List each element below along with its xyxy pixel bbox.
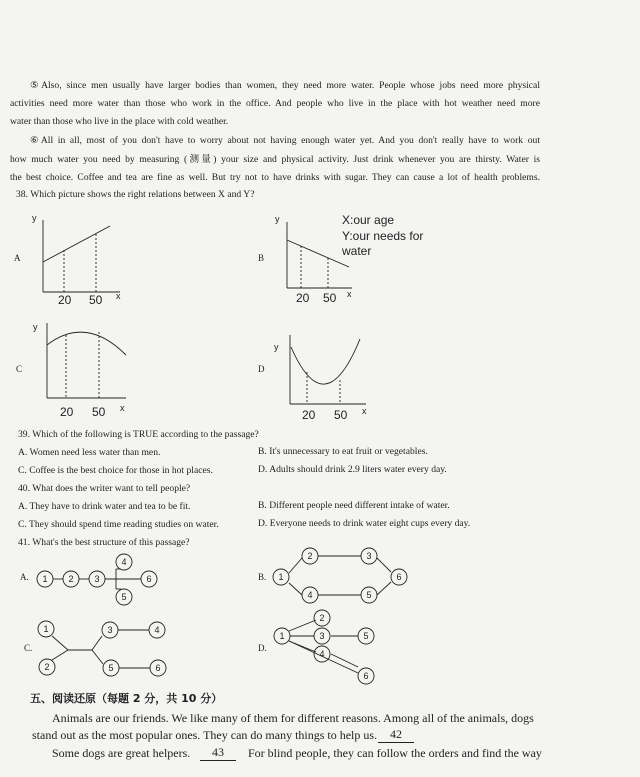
structure-d-node-3 [314, 628, 330, 644]
q41-option-d: D. [258, 643, 267, 653]
svg-text:1: 1 [42, 574, 48, 584]
graph-b-y-label: y [275, 214, 280, 224]
svg-text:1: 1 [278, 572, 284, 582]
svg-text:5: 5 [363, 631, 369, 641]
blank-43: 43 [200, 745, 236, 761]
structure-d-node-1 [274, 628, 290, 644]
graph-b-tick-50: 50 [323, 291, 337, 305]
graph-a-tick-20: 20 [58, 293, 72, 307]
q38-question: 38. Which picture shows the right relations between X and Y? [16, 189, 255, 200]
section-5-line-3a: Some dogs are great helpers. [52, 746, 191, 760]
paragraph-5-line-1: ⑤Also, since men usually have larger bodies than women, they need more water. People whose jobs need more physical [30, 80, 540, 91]
graph-d-tick-20: 20 [302, 408, 316, 422]
graph-c-y-label: y [33, 322, 38, 332]
svg-text:6: 6 [396, 572, 402, 582]
structure-b-node-1 [273, 569, 289, 585]
q41-option-b: B. [258, 572, 267, 582]
svg-text:1: 1 [279, 631, 285, 641]
graph-c-x-label: x [120, 403, 125, 413]
q39-option-d: D. Adults should drink 2.9 liters water every day. [258, 464, 447, 475]
paragraph-5-line-3: water than those who live in the place with cold weather. [10, 116, 229, 127]
graph-b-legend-x: X:our age [342, 213, 395, 227]
paragraph-6-line-3: the best choice. Coffee and tea are fine as well. But try not to have drinks with sugar. They can cause a lot of health problems. [10, 172, 540, 183]
structure-a-node-2 [63, 571, 79, 587]
svg-text:3: 3 [319, 631, 325, 641]
structure-b [273, 548, 407, 603]
graph-d-tick-50: 50 [334, 408, 348, 422]
graph-a-x-label: x [116, 291, 121, 301]
structure-c-node-5 [103, 660, 119, 676]
section-5-line-1: Animals are our friends. We like many of them for different reasons. Among all of the animals, dogs [52, 711, 534, 725]
q39-option-c: C. Coffee is the best choice for those in hot places. [18, 465, 213, 476]
graph-a-tick-50: 50 [89, 293, 103, 307]
q41-option-a: A. [20, 572, 29, 582]
q39-question: 39. Which of the following is TRUE according to the passage? [18, 429, 259, 440]
structure-c [38, 621, 166, 676]
structure-c-node-6 [150, 660, 166, 676]
structure-a-node-1 [37, 571, 53, 587]
q38-option-d: D [258, 364, 265, 374]
svg-text:4: 4 [319, 649, 325, 659]
q40-option-c: C. They should spend time reading studies on water. [18, 519, 219, 530]
svg-text:5: 5 [121, 592, 127, 602]
graph-b-tick-20: 20 [296, 291, 310, 305]
q40-option-b: B. Different people need different intake of water. [258, 500, 450, 511]
svg-text:2: 2 [44, 662, 50, 672]
blank-42: 42 [378, 727, 414, 743]
svg-text:4: 4 [121, 557, 127, 567]
graph-a-y-label: y [32, 213, 37, 223]
structure-b-node-4 [302, 587, 318, 603]
structure-c-node-1 [38, 621, 54, 637]
q38-option-a: A [14, 253, 21, 263]
svg-text:6: 6 [155, 663, 161, 673]
structure-c-node-3 [102, 622, 118, 638]
q38-option-b: B [258, 253, 265, 263]
section-5-heading: 五、阅读还原（每题 2 分，共 10 分） [30, 692, 223, 705]
svg-text:6: 6 [146, 574, 152, 584]
structure-d-node-2 [314, 610, 330, 626]
q39-option-b: B. It's unnecessary to eat fruit or vegetables. [258, 446, 428, 457]
q40-question: 40. What does the writer want to tell people? [18, 483, 191, 494]
q38-option-c: C [16, 364, 23, 374]
graph-b-legend-y1: Y:our needs for [342, 229, 424, 243]
structure-c-node-2 [39, 659, 55, 675]
q39-option-a: A. Women need less water than men. [18, 447, 161, 458]
structure-a-node-5 [116, 589, 132, 605]
svg-text:1: 1 [43, 624, 49, 634]
graph-d-x-label: x [362, 406, 367, 416]
graph-d-y-label: y [274, 342, 279, 352]
structure-d-node-6 [358, 668, 374, 684]
graph-c-tick-50: 50 [92, 405, 106, 419]
paragraph-5-line-2: activities need more water than those who work in the office. And people who live in the place with hot weather need more [10, 98, 540, 109]
structure-b-node-3 [361, 548, 377, 564]
svg-text:5: 5 [108, 663, 114, 673]
structure-b-node-2 [302, 548, 318, 564]
structure-a-node-4 [116, 554, 132, 570]
q41-question: 41. What's the best structure of this passage? [18, 537, 190, 548]
graph-c-tick-20: 20 [60, 405, 74, 419]
graph-b-x-label: x [347, 289, 352, 299]
structure-b-node-6 [391, 569, 407, 585]
graph-b-legend-y2: water [342, 244, 372, 258]
paragraph-6-line-1: ⑥All in all, most of you don't have to worry about not having enough water yet. And you don't really have to work out [30, 135, 540, 146]
q40-option-a: A. They have to drink water and tea to be fit. [18, 501, 191, 512]
paragraph-6-line-2: how much water you need by measuring (测量) your size and physical activity. Just drink whenever you are thirsty. Water is [10, 154, 540, 165]
q41-option-c: C. [24, 643, 33, 653]
svg-text:3: 3 [107, 625, 113, 635]
svg-text:4: 4 [154, 625, 160, 635]
svg-text:6: 6 [363, 671, 369, 681]
svg-text:3: 3 [94, 574, 100, 584]
structure-d-node-5 [358, 628, 374, 644]
structure-b-node-5 [361, 587, 377, 603]
svg-text:2: 2 [319, 613, 325, 623]
svg-text:3: 3 [366, 551, 372, 561]
section-5-line-2: stand out as the most popular ones. They can do many things to help us. [32, 728, 378, 742]
structure-a-node-6 [141, 571, 157, 587]
structure-a-node-3 [89, 571, 105, 587]
structure-a [37, 554, 157, 605]
svg-text:2: 2 [307, 551, 313, 561]
svg-text:2: 2 [68, 574, 74, 584]
structure-c-node-4 [149, 622, 165, 638]
svg-text:4: 4 [307, 590, 313, 600]
q40-option-d: D. Everyone needs to drink water eight cups every day. [258, 518, 471, 529]
svg-text:5: 5 [366, 590, 372, 600]
section-5-line-3b: For blind people, they can follow the orders and find the way [248, 746, 542, 760]
structure-d [274, 610, 374, 684]
